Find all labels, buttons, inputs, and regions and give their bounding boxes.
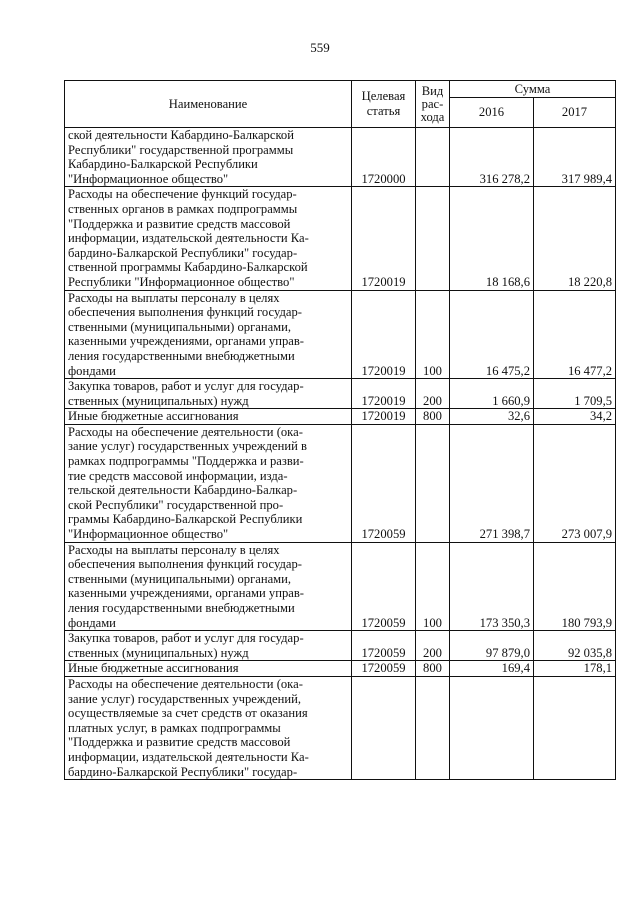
row-target-article: 1720019 [352,379,416,409]
row-name-line: ственными (муниципальными) органами, [68,319,292,334]
row-name [65,379,352,409]
row-target-article: 1720059 [352,542,416,631]
row-sum-2016: 97 879,0 [450,631,534,661]
row-name-line: ственной программы Кабардино-Балкарской [68,260,308,275]
row-name-line: информации, издательской деятельности Ка- [68,749,309,764]
row-name [65,409,352,425]
row-name [65,661,352,677]
row-name [65,542,352,631]
table-row [65,290,616,379]
header-name: Наименование [65,81,352,128]
row-name-line: Иные бюджетные ассигнования [68,409,239,424]
header-vid-line-3: хода [420,109,445,124]
row-expense-type: 800 [416,409,450,425]
page-number: 559 [310,40,330,55]
row-sum-2017: 16 477,2 [534,290,616,379]
row-expense-type [416,187,450,290]
row-name-line: Расходы на выплаты персоналу в целях [68,542,280,557]
row-name-line: фондами [68,363,116,378]
row-name-line: обеспечения выполнения функций государ- [68,305,302,320]
row-name-line: Республики" государственной программы [68,142,294,157]
row-expense-type: 800 [416,661,450,677]
row-name-line: казенными учреждениями, органами управ- [68,586,304,601]
row-sum-2016: 316 278,2 [450,128,534,187]
table-row [65,187,616,290]
header-sum: Сумма [450,81,616,98]
row-name-line: ления государственными внебюджетными [68,348,295,363]
row-name-line: ской деятельности Кабардино-Балкарской [68,128,294,142]
header-vid-line-1: Вид [421,83,444,98]
row-name-line: бардино-Балкарской Республики" государ- [68,245,298,260]
row-name [65,187,352,290]
row-name [65,631,352,661]
row-sum-2017: 317 989,4 [534,128,616,187]
row-sum-2017: 92 035,8 [534,631,616,661]
row-name-line: Расходы на обеспечение деятельности (ока- [68,676,303,691]
row-name-line: "Информационное общество" [68,171,229,186]
header-year-2016: 2016 [450,98,534,128]
table-row [65,424,616,542]
table-row [65,128,616,187]
row-sum-2017: 180 793,9 [534,542,616,631]
row-name-line: Закупка товаров, работ и услуг для государ- [68,631,304,646]
row-sum-2017: 18 220,8 [534,187,616,290]
row-sum-2016: 18 168,6 [450,187,534,290]
row-name-line: Расходы на обеспечение деятельности (ока- [68,424,303,439]
row-name-line: осуществляемые за счет средств от оказания [68,706,308,721]
header-target-article-line-2: статья [366,104,401,118]
row-target-article: 1720059 [352,661,416,677]
table-row [65,631,616,661]
row-name-line: "Поддержка и развитие средств массовой [68,216,291,231]
row-name-line: тельской деятельности Кабардино-Балкар- [68,483,298,498]
row-sum-2016: 169,4 [450,661,534,677]
row-name-line: ления государственными внебюджетными [68,601,295,615]
row-sum-2017: 273 007,9 [534,424,616,542]
row-sum-2016: 16 475,2 [450,290,534,379]
row-sum-2016: 1 660,9 [450,379,534,409]
row-name-line: зание услуг) государственных учреждений, [68,691,301,706]
row-name-line: ственными (муниципальными) органами, [68,571,292,586]
row-expense-type: 200 [416,631,450,661]
row-expense-type: 100 [416,290,450,379]
row-name [65,424,352,542]
row-name-line: Расходы на выплаты персоналу в целях [68,290,280,305]
row-target-article: 1720000 [352,128,416,187]
row-sum-2017: 178,1 [534,661,616,677]
row-sum-2016: 271 398,7 [450,424,534,542]
row-name-line: ской Республики" государственной про- [68,497,284,512]
row-target-article: 1720059 [352,424,416,542]
table-row [65,676,616,779]
row-name-line: Расходы на обеспечение функций государ- [68,187,297,202]
row-name [65,128,352,187]
row-target-article: 1720019 [352,187,416,290]
row-name [65,676,352,779]
row-name-line: ственных органов в рамках подпрограммы [68,201,298,216]
row-name-line: ственных (муниципальных) нужд [68,393,249,408]
row-name-line: зание услуг) государственных учреждений в [68,439,307,454]
row-name-line: граммы Кабардино-Балкарской Республики [68,512,303,527]
header-target-article-line-1: Целевая [361,89,406,104]
header-year-2017: 2017 [534,98,616,128]
row-sum-2017: 34,2 [534,409,616,425]
row-target-article [352,676,416,779]
row-name-line: Иные бюджетные ассигнования [68,661,239,676]
row-expense-type [416,128,450,187]
row-sum-2016: 173 350,3 [450,542,534,631]
row-name [65,290,352,379]
header-row-1 [65,81,616,98]
table-body [65,128,616,780]
row-name-line: тие средств массовой информации, изда- [68,468,288,483]
row-expense-type: 200 [416,379,450,409]
row-target-article: 1720019 [352,290,416,379]
row-name-line: рамках подпрограммы "Поддержка и разви- [68,454,304,469]
row-name-line: фондами [68,615,116,630]
table-row [65,661,616,677]
header-vid-line-2: рас- [421,96,444,111]
row-name-line: обеспечения выполнения функций государ- [68,557,302,572]
row-expense-type [416,424,450,542]
row-target-article: 1720019 [352,409,416,425]
table-row [65,379,616,409]
header-vid [416,81,450,128]
row-sum-2016: 32,6 [450,409,534,425]
row-name-line: ственных (муниципальных) нужд [68,645,249,660]
row-name-line: бардино-Балкарской Республики" государ- [68,764,298,779]
row-name-line: информации, издательской деятельности Ка- [68,231,309,246]
row-name-line: Кабардино-Балкарской Республики [68,157,258,172]
row-name-line: Закупка товаров, работ и услуг для государ- [68,379,304,394]
row-sum-2017 [534,676,616,779]
row-name-line: "Поддержка и развитие средств массовой [68,735,291,750]
row-sum-2016 [450,676,534,779]
row-name-line: "Информационное общество" [68,527,229,542]
row-expense-type [416,676,450,779]
row-name-line: казенными учреждениями, органами управ- [68,334,304,349]
budget-table [64,80,616,780]
row-name-line: платных услуг, в рамках подпрограммы [68,720,281,735]
row-name-line: Республики "Информационное общество" [68,274,295,289]
table-row [65,542,616,631]
table-row [65,409,616,425]
header-target-article [352,81,416,128]
row-sum-2017: 1 709,5 [534,379,616,409]
row-target-article: 1720059 [352,631,416,661]
row-expense-type: 100 [416,542,450,631]
